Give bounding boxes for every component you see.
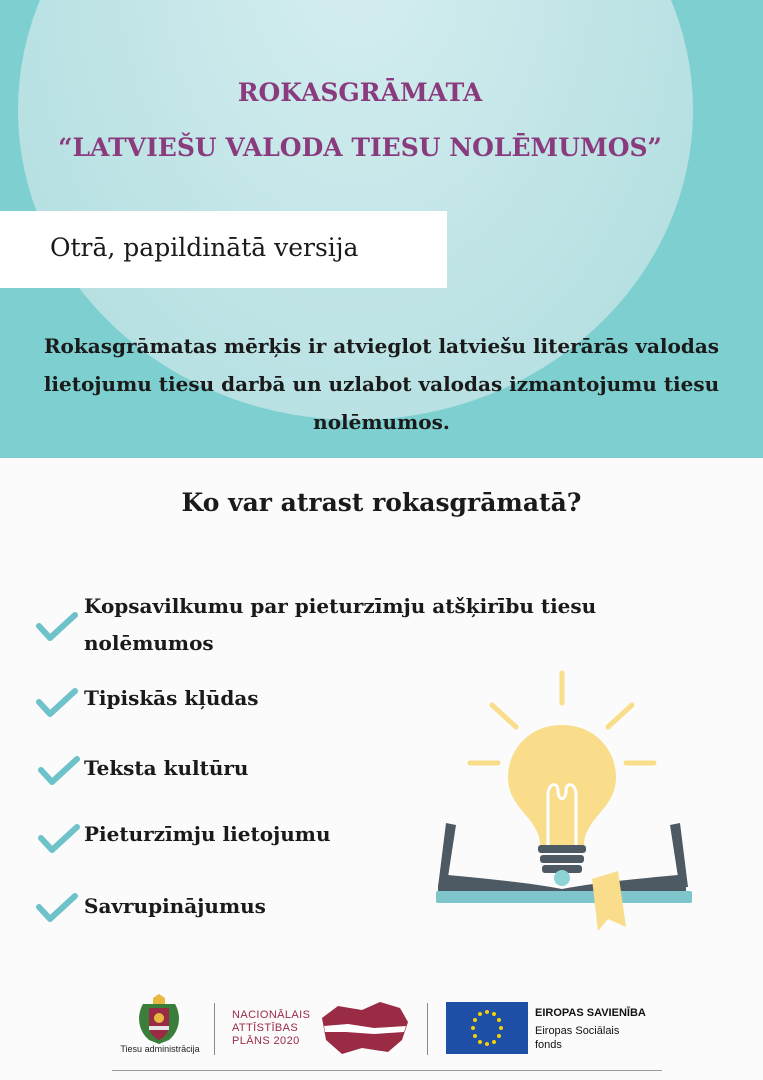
- check-icon: [36, 893, 78, 923]
- tiesu-administracija-label: Tiesu administrācija: [120, 1044, 200, 1054]
- list-item-text: Teksta kultūru: [84, 756, 249, 780]
- eu-subtitle-line-2: fonds: [535, 1039, 562, 1051]
- check-icon: [38, 824, 80, 854]
- list-item-line: nolēmumos: [84, 631, 214, 655]
- list-item-text: Tipiskās kļūdas: [84, 686, 259, 710]
- lightbulb-icon: [470, 673, 654, 886]
- nap-line-3: PLĀNS 2020: [232, 1035, 300, 1047]
- footer-line: [112, 1070, 662, 1071]
- list-item-text: [84, 588, 644, 662]
- list-item-text: Savrupinājumus: [84, 894, 266, 918]
- latvia-flag-map-icon: [318, 1000, 412, 1056]
- check-icon: [38, 756, 80, 786]
- aim-line-3: nolēmumos.: [313, 410, 450, 434]
- aim-paragraph: [30, 327, 733, 441]
- list-item-line: Kopsavilkumu par pieturzīmju atšķirību tiesu: [84, 594, 597, 618]
- contents-question: Ko var atrast rokasgrāmatā?: [181, 488, 582, 517]
- nap-line-2: ATTĪSTĪBAS: [232, 1022, 299, 1034]
- coat-of-arms-icon: [133, 994, 185, 1046]
- footer-divider: [427, 1003, 428, 1055]
- title-line-2: “LATVIEŠU VALODA TIESU NOLĒMUMOS”: [58, 133, 662, 162]
- check-icon: [36, 688, 78, 718]
- aim-line-1: Rokasgrāmatas mērķis ir atvieglot latviešu literārās valodas: [43, 334, 720, 358]
- footer-divider: [214, 1003, 215, 1055]
- version-text: Otrā, papildinātā versija: [50, 233, 359, 262]
- eu-subtitle-line-1: Eiropas Sociālais: [535, 1025, 620, 1037]
- eu-title: EIROPAS SAVIENĪBA: [535, 1007, 646, 1019]
- aim-line-2: lietojumu tiesu darbā un uzlabot valodas izmantojumu tiesu: [43, 372, 720, 396]
- title-line-1: ROKASGRĀMATA: [237, 78, 483, 107]
- eu-flag-icon: [446, 1002, 528, 1054]
- nap-line-1: NACIONĀLAIS: [232, 1009, 311, 1021]
- list-item-text: Pieturzīmju lietojumu: [84, 822, 331, 846]
- version-box: [0, 211, 447, 288]
- lightbulb-book-illustration: [430, 665, 700, 935]
- check-icon: [36, 612, 78, 642]
